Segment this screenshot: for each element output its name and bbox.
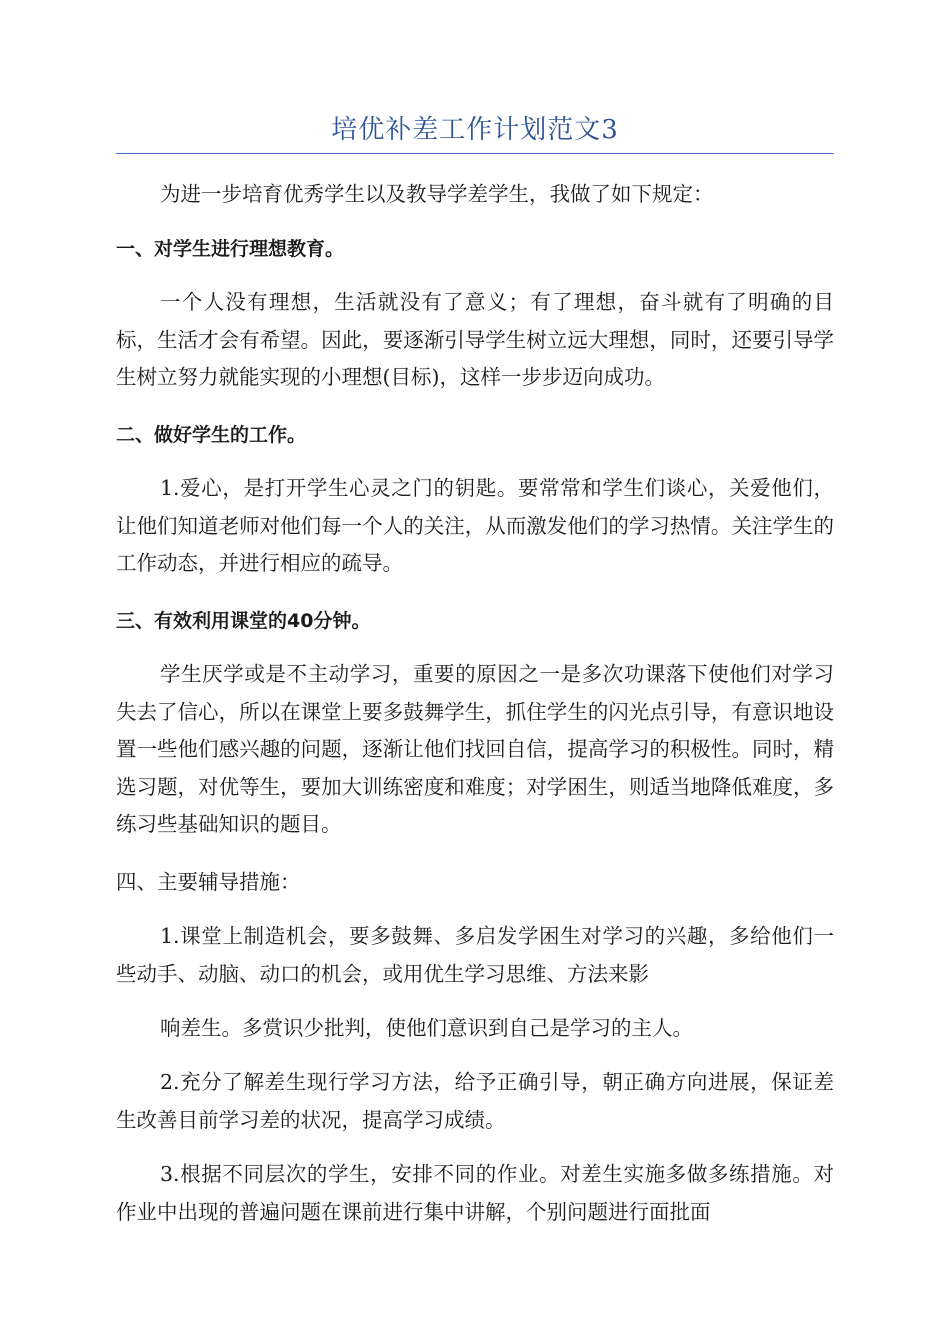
section-heading-3: 三、有效利用课堂的40分钟。 [116, 610, 371, 632]
section-heading-4: 四、主要辅导措施： [116, 870, 301, 894]
section-heading-1: 一、对学生进行理想教育。 [116, 238, 345, 260]
section-3-paragraph-1: 学生厌学或是不主动学习，重要的原因之一是多次功课落下使他们对学习失去了信心，所以在课堂上要多鼓舞学生，抓住学生的闪光点引导，有意识地设置一些他们感兴趣的问题，逐渐让他们找回自信，提高学习的积极性。同时，精选习题，对优等生，要加大训练密度和难度；对学困生，则适当地降低难度，多练习些基础知识的题目。 [116, 662, 834, 836]
intro-paragraph: 为进一步培育优秀学生以及教导学差学生，我做了如下规定： [160, 182, 714, 206]
section-4-paragraph-1: 1.课堂上制造机会，要多鼓舞、多启发学困生对学习的兴趣，多给他们一些动手、动脑、动口的机会，或用优生学习思维、方法来影 [116, 924, 834, 986]
section-4-paragraph-2: 响差生。多赏识少批判，使他们意识到自己是学习的主人。 [160, 1016, 693, 1040]
section-heading-2: 二、做好学生的工作。 [116, 424, 307, 446]
section-4-paragraph-3: 2.充分了解差生现行学习方法，给予正确引导，朝正确方向进展，保证差生改善目前学习差的状况，提高学习成绩。 [116, 1070, 834, 1132]
document-title: 培优补差工作计划范文3 [331, 115, 619, 145]
section-2-paragraph-1: 1.爱心，是打开学生心灵之门的钥匙。要常常和学生们谈心，关爱他们，让他们知道老师对他们每一个人的关注，从而激发他们的学习热情。关注学生的工作动态，并进行相应的疏导。 [116, 476, 834, 575]
title-underline [116, 153, 834, 154]
section-4-paragraph-4: 3.根据不同层次的学生，安排不同的作业。对差生实施多做多练措施。对作业中出现的普遍问题在课前进行集中讲解，个别问题进行面批面 [116, 1162, 834, 1224]
section-1-paragraph-1: 一个人没有理想，生活就没有了意义；有了理想，奋斗就有了明确的目标，生活才会有希望。因此，要逐渐引导学生树立远大理想，同时，还要引导学生树立努力就能实现的小理想(目标)，这样一步步迈向成功。 [116, 290, 834, 389]
